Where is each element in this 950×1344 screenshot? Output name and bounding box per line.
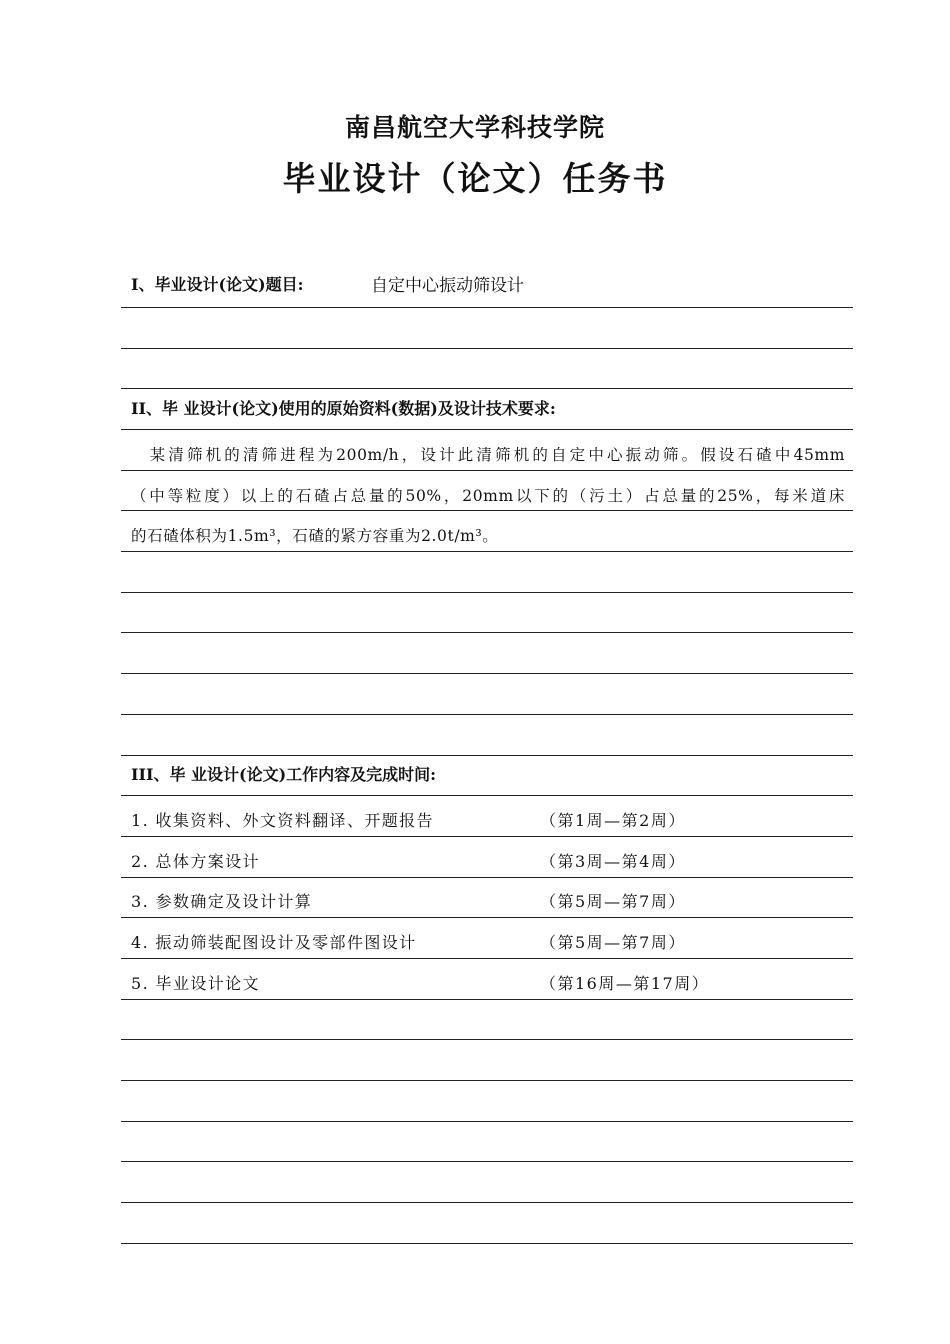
rule-line xyxy=(121,795,853,796)
task-item: 1. 收集资料、外文资料翻译、开题报告 xyxy=(131,811,434,830)
rule-line xyxy=(121,470,853,471)
task-period: （第16周—第17周） xyxy=(540,974,710,993)
work-content-heading: III、毕 业设计(论文)工作内容及完成时间: xyxy=(131,765,437,784)
task-period: （第3周—第4周） xyxy=(540,852,686,871)
requirements-line: 的石碴体积为1.5m³，石碴的紧方容重为2.0t/m³。 xyxy=(131,527,499,545)
rule-line xyxy=(121,1161,853,1162)
rule-line xyxy=(121,388,853,389)
requirements-heading: II、毕 业设计(论文)使用的原始资料(数据)及设计技术要求: xyxy=(131,399,556,418)
rule-line xyxy=(121,510,853,511)
rule-line xyxy=(121,958,853,959)
document-title: 毕业设计（论文）任务书 xyxy=(282,159,668,198)
rule-line xyxy=(121,1080,853,1081)
rule-line xyxy=(121,1243,853,1244)
task-item: 4. 振动筛装配图设计及零部件图设计 xyxy=(131,933,417,952)
requirements-line: （中等粒度）以上的石碴占总量的50%，20mm以下的（污土）占总量的25%，每米道床 xyxy=(131,487,845,505)
rule-line xyxy=(121,877,853,878)
task-period: （第5周—第7周） xyxy=(540,933,686,952)
school-name: 南昌航空大学科技学院 xyxy=(344,113,605,142)
rule-line xyxy=(121,1039,853,1040)
rule-line xyxy=(121,307,853,308)
task-item: 5. 毕业设计论文 xyxy=(131,974,260,993)
rule-line xyxy=(121,673,853,674)
task-item: 2. 总体方案设计 xyxy=(131,852,260,871)
rule-line xyxy=(121,836,853,837)
task-item: 3. 参数确定及设计计算 xyxy=(131,892,313,911)
rule-line xyxy=(121,592,853,593)
requirements-line: 某清筛机的清筛进程为200m/h，设计此清筛机的自定中心振动筛。假设石碴中45mm xyxy=(131,446,845,464)
task-period: （第5周—第7周） xyxy=(540,892,686,911)
rule-line xyxy=(121,1121,853,1122)
rule-line xyxy=(121,1202,853,1203)
rule-line xyxy=(121,348,853,349)
topic-value: 自定中心振动筛设计 xyxy=(371,276,524,296)
rule-line xyxy=(121,632,853,633)
rule-line xyxy=(121,999,853,1000)
rule-line xyxy=(121,917,853,918)
topic-heading: I、毕业设计(论文)题目: xyxy=(131,275,304,294)
rule-line xyxy=(121,755,853,756)
rule-line xyxy=(121,429,853,430)
task-period: （第1周—第2周） xyxy=(540,811,686,830)
rule-line xyxy=(121,714,853,715)
rule-line xyxy=(121,551,853,552)
